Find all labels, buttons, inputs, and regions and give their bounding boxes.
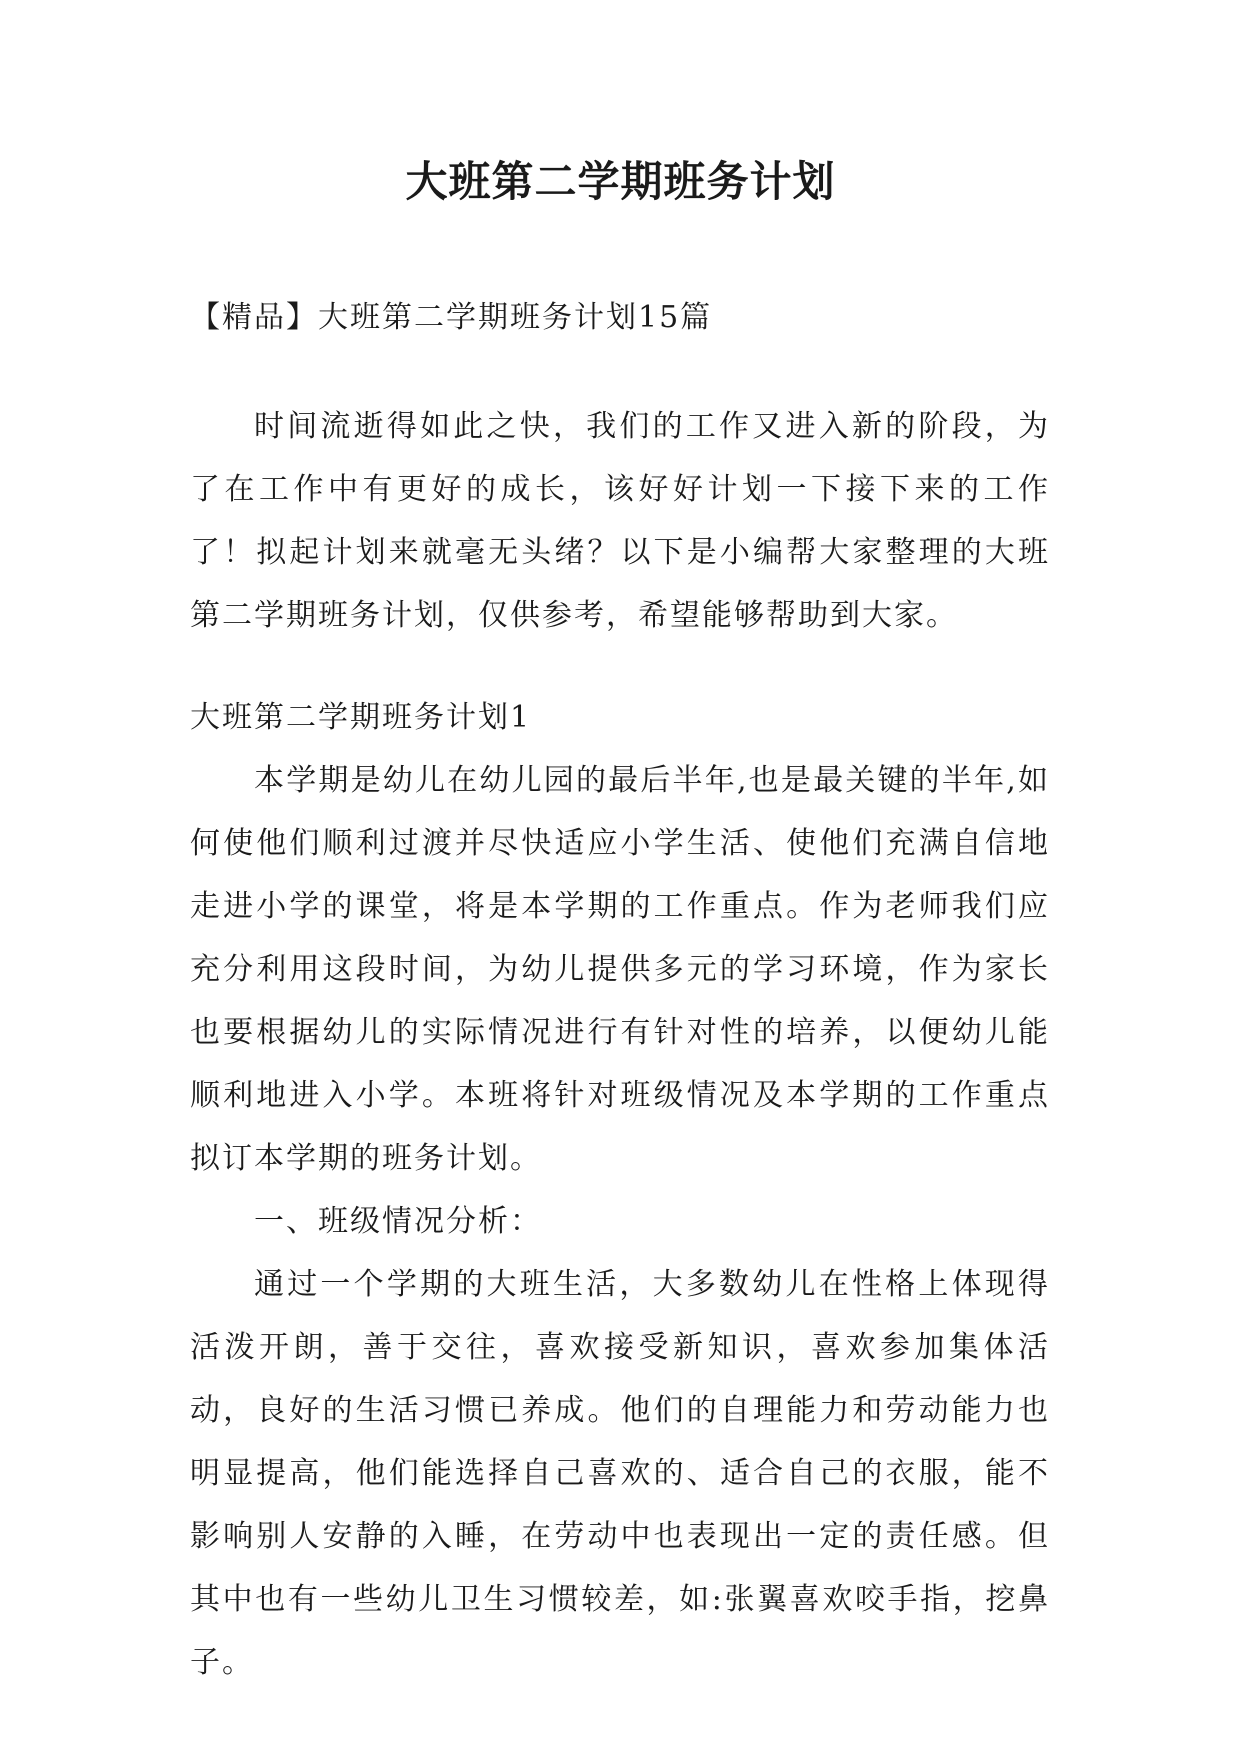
- section-1: [190, 686, 1050, 1694]
- intro-paragraph: 时间流逝得如此之快，我们的工作又进入新的阶段，为了在工作中有更好的成长，该好好计划一下接下来的工作了！拟起计划来就毫无头绪？以下是小编帮大家整理的大班第二学期班务计划，仅供参考，希望能够帮助到大家。: [190, 409, 1050, 633]
- subheading-class-analysis: 一、班级情况分析：: [254, 1204, 542, 1239]
- paragraph-2: 通过一个学期的大班生活，大多数幼儿在性格上体现得活泼开朗，善于交往，喜欢接受新知识，喜欢参加集体活动，良好的生活习惯已养成。他们的自理能力和劳动能力也明显提高，他们能选择自己喜欢的、适合自己的衣服，能不影响别人安静的入睡，在劳动中也表现出一定的责任感。但其中也有一些幼儿卫生习惯较差，如:张翼喜欢咬手指，挖鼻子。: [190, 1267, 1050, 1680]
- document-subtitle: [190, 286, 1050, 349]
- subtitle-text: 【精品】大班第二学期班务计划15篇: [190, 300, 713, 335]
- intro-block: [190, 395, 1050, 647]
- paragraph-1: 本学期是幼儿在幼儿园的最后半年,也是最关键的半年,如何使他们顺利过渡并尽快适应小学生活、使他们充满自信地走进小学的课堂，将是本学期的工作重点。作为老师我们应充分利用这段时间，为幼儿提供多元的学习环境，作为家长也要根据幼儿的实际情况进行有针对性的培养，以便幼儿能顺利地进入小学。本班将针对班级情况及本学期的工作重点拟订本学期的班务计划。: [190, 763, 1050, 1176]
- document-title: 大班第二学期班务计划: [405, 157, 836, 206]
- section-heading: 大班第二学期班务计划1: [190, 700, 532, 735]
